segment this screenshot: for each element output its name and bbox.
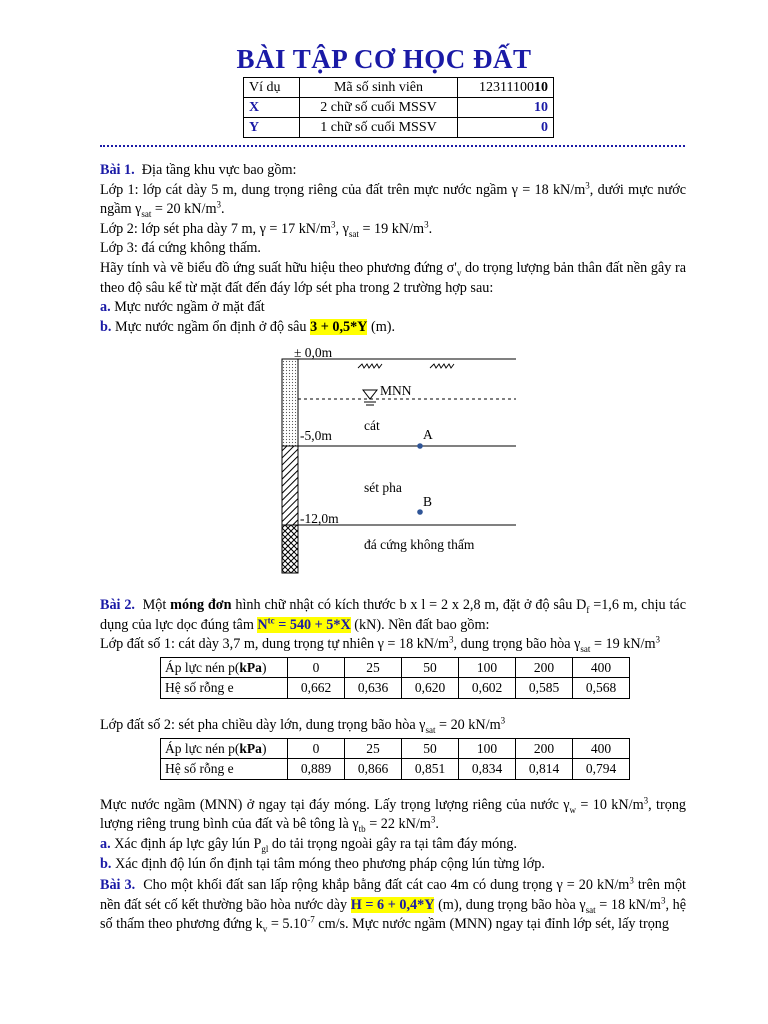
superscript: 3 xyxy=(655,634,661,645)
table-cell: 0,662 xyxy=(288,678,345,699)
thickness-highlight: H = 6 + 0,4*Y xyxy=(350,896,435,913)
question-b-text: Xác định độ lún ổn định tại tâm móng theo phương pháp cộng lún từng lớp. xyxy=(111,855,545,872)
table-cell: 400 xyxy=(573,738,630,759)
layer-2-text-c: = 19 kN/m xyxy=(358,220,425,237)
period: . xyxy=(435,816,439,833)
table-row xyxy=(244,98,554,118)
superscript: -7 xyxy=(307,914,315,925)
table-cell: 0,834 xyxy=(459,759,516,780)
sand-column xyxy=(282,359,298,446)
table-cell: 0,851 xyxy=(402,759,459,780)
load-symbol: N xyxy=(257,616,268,633)
table-row xyxy=(161,657,630,678)
exercise-3-text-g: cm/s. Mực nước ngầm (MNN) ngay tại đỉnh lớp sét, lấy trọng xyxy=(314,916,669,933)
question-a-text: Xác định áp lực gây lún P xyxy=(110,835,262,852)
rock-label: đá cứng không thấm xyxy=(364,537,475,552)
case-a-text: Mực nước ngầm ở mặt đất xyxy=(110,299,265,316)
table-cell: 25 xyxy=(345,657,402,678)
table-row xyxy=(244,118,554,138)
table-cell: 0,585 xyxy=(516,678,573,699)
rock-column xyxy=(282,525,298,573)
example-cell: Ví dụ xyxy=(244,78,300,98)
point-a-label: A xyxy=(423,427,433,442)
load-formula: = 540 + 5*X xyxy=(274,616,351,633)
superscript: 3 xyxy=(449,634,454,645)
soil-profile-diagram xyxy=(270,342,520,576)
layer-1-text-b: , dưới mực nước ngầm γ xyxy=(100,181,686,218)
sand-label: cát xyxy=(364,418,380,433)
subscript: gl xyxy=(261,843,269,854)
student-id-label: Mã số sinh viên xyxy=(300,78,458,98)
subscript: sat xyxy=(580,644,591,655)
table-cell: 0,794 xyxy=(573,759,630,780)
exercise-1-text xyxy=(100,161,686,337)
subscript: sat xyxy=(425,724,436,735)
subscript: w xyxy=(569,804,576,815)
exercise-2-text xyxy=(100,596,686,874)
depth-zero-label: ± 0,0m xyxy=(294,345,333,360)
case-b-unit: (m). xyxy=(367,318,396,335)
water-table-symbol xyxy=(363,390,377,399)
point-b-marker xyxy=(417,509,423,515)
x-value: 10 xyxy=(458,98,554,118)
exercise-3-label: Bài 3. xyxy=(100,877,136,893)
table-cell: 0,866 xyxy=(345,759,402,780)
case-b-text: Mực nước ngầm ổn định ở độ sâu xyxy=(111,318,311,335)
superscript: 3 xyxy=(216,199,221,210)
depth-5-label: -5,0m xyxy=(300,428,332,443)
soil-layer-1-text-b: , dung trọng bão hòa γ xyxy=(453,636,581,653)
table-cell: 100 xyxy=(459,657,516,678)
question-a-label: a. xyxy=(100,835,111,852)
y-description: 1 chữ số cuối MSSV xyxy=(300,118,458,138)
subscript: v xyxy=(262,924,268,935)
table-cell: 400 xyxy=(573,657,630,678)
grass-symbol xyxy=(430,364,454,368)
table-cell: 0,814 xyxy=(516,759,573,780)
pressure-header xyxy=(161,657,288,678)
y-label: Y xyxy=(244,118,300,138)
exercise-3-text-c: (m), dung trọng bão hòa γ xyxy=(434,896,586,913)
layer-1-text: Lớp 1: lớp cát dày 5 m, dung trọng riêng của đất trên mực nước ngầm γ = 18 kN/m xyxy=(100,181,586,198)
exercise-2-text-e: (kN). Nền đất bao gồm: xyxy=(350,616,490,633)
header-text-end: ) xyxy=(261,740,267,756)
question-b-label: b. xyxy=(100,855,112,872)
subscript: v xyxy=(456,267,462,278)
soil-layer-1-text-c: = 19 kN/m xyxy=(590,636,656,653)
task-text: Hãy tính và vẽ biểu đồ ứng suất hữu hiệu theo phương đứng σ' xyxy=(100,259,457,276)
exercise-2-text-c: hình chữ nhật có kích thước b x l = 2 x 2,8 m, đặt ở độ sâu D xyxy=(231,597,587,613)
grass-symbol xyxy=(358,364,382,368)
soil-layer-1-text: Lớp đất số 1: cát dày 3,7 m, dung trọng tự nhiên γ = 18 kN/m xyxy=(100,636,450,653)
table-cell: 0,889 xyxy=(288,759,345,780)
table-row xyxy=(161,738,630,759)
question-a-text-b: do tải trọng ngoài gây ra tại tâm đáy móng. xyxy=(268,835,517,852)
soil-layer-2-text: Lớp đất số 2: sét pha chiều dày lớn, dung trọng bão hòa γ xyxy=(100,716,426,733)
superscript: 3 xyxy=(500,715,506,726)
table-cell: 0 xyxy=(288,738,345,759)
superscript: 3 xyxy=(430,814,436,825)
table-cell: 100 xyxy=(459,738,516,759)
student-id-suffix: 10 xyxy=(534,79,548,95)
superscript: 3 xyxy=(643,795,649,806)
table-row xyxy=(161,678,630,699)
x-description: 2 chữ số cuối MSSV xyxy=(300,98,458,118)
subscript: f xyxy=(586,604,590,615)
table-cell: 200 xyxy=(516,657,573,678)
table-cell: 0,620 xyxy=(402,678,459,699)
pressure-header xyxy=(161,738,288,759)
exercise-2-label: Bài 2. xyxy=(100,597,135,613)
point-a-marker xyxy=(417,443,423,449)
subscript: sat xyxy=(348,228,359,239)
subscript: sat xyxy=(141,209,152,220)
student-info-table xyxy=(243,77,554,138)
soil-layer-2-text-b: = 20 kN/m xyxy=(435,716,501,733)
period: . xyxy=(221,201,225,218)
compression-table-1 xyxy=(160,657,630,699)
exercise-1-label: Bài 1. xyxy=(100,162,135,178)
clay-column xyxy=(282,446,298,525)
superscript: 3 xyxy=(629,875,634,886)
case-b-highlight: 3 + 0,5*Y xyxy=(310,318,368,335)
subscript: tb xyxy=(358,824,366,835)
period: . xyxy=(428,220,433,237)
load-highlight xyxy=(257,614,351,633)
x-label: X xyxy=(244,98,300,118)
point-b-label: B xyxy=(423,494,433,509)
water-text-c: , trọng lượng riêng trung bình của đất và bê tông là γ xyxy=(100,796,687,833)
header-text: Áp lực nén p( xyxy=(165,740,240,756)
case-b-label: b. xyxy=(100,318,112,335)
exercise-2-text-a: Một xyxy=(142,597,171,613)
exercise-3-text-a: Cho một khối đất san lấp rộng khắp bằng đất cát cao 4m có dung trọng γ = 20 kN/m xyxy=(143,877,630,893)
layer-1-text-c: = 20 kN/m xyxy=(151,201,217,218)
compression-table-2 xyxy=(160,738,630,780)
table-cell: 0,568 xyxy=(573,678,630,699)
water-text: Mực nước ngầm (MNN) ở ngay tại đáy móng. Lấy trọng lượng riêng của nước γ xyxy=(100,796,570,813)
student-id-value xyxy=(458,78,554,98)
task-text-b: do trọng lượng bản thân đất nền gây ra theo độ sâu kể từ mặt đất đến đáy lớp sét pha trong 2 trường hợp sau: xyxy=(100,259,686,296)
table-cell: 50 xyxy=(402,738,459,759)
exercise-1-intro: Địa tầng khu vực bao gồm: xyxy=(141,162,297,178)
void-ratio-header: Hệ số rỗng e xyxy=(161,678,288,699)
table-row xyxy=(161,759,630,780)
page-title: BÀI TẬP CƠ HỌC ĐẤT xyxy=(236,44,532,74)
table-cell: 25 xyxy=(345,738,402,759)
header-text: Áp lực nén p( xyxy=(165,659,240,675)
superscript: 3 xyxy=(585,179,590,190)
exercise-3-text xyxy=(100,876,686,935)
depth-12-label: -12,0m xyxy=(300,511,339,526)
exercise-3-text-e: , hệ số thấm theo phương đứng k xyxy=(100,896,686,933)
table-cell: 50 xyxy=(402,657,459,678)
table-cell: 0,602 xyxy=(459,678,516,699)
exercise-3-text-d: = 18 kN/m xyxy=(595,896,661,913)
exercise-3-text-b: trên một nền đất sét cố kết thường bão hòa nước dày xyxy=(100,877,687,913)
table-cell: 0 xyxy=(288,657,345,678)
void-ratio-header: Hệ số rỗng e xyxy=(161,759,288,780)
superscript: 3 xyxy=(331,219,336,230)
superscript: tc xyxy=(267,614,275,625)
water-text-b: = 10 kN/m xyxy=(576,796,644,813)
mnn-label: MNN xyxy=(380,383,412,398)
clay-label: sét pha xyxy=(364,480,402,495)
superscript: 3 xyxy=(660,894,666,905)
table-cell: 200 xyxy=(516,738,573,759)
dotted-divider xyxy=(100,145,685,147)
header-unit: kPa xyxy=(239,740,262,756)
layer-2-text: Lớp 2: lớp sét pha dày 7 m, γ = 17 kN/m xyxy=(100,220,332,237)
subscript: sat xyxy=(585,904,596,915)
water-text-d: = 22 kN/m xyxy=(365,816,431,833)
layer-3-text: Lớp 3: đá cứng không thấm. xyxy=(100,240,261,257)
exercise-3-text-f: = 5.10 xyxy=(267,916,308,933)
table-cell: 0,636 xyxy=(345,678,402,699)
case-a-label: a. xyxy=(100,299,111,316)
table-row xyxy=(244,78,554,98)
exercise-2-text-d: =1,6 m, chịu tác dụng của lực dọc đúng tâm xyxy=(100,597,687,633)
layer-2-text-b: , γ xyxy=(335,220,349,237)
student-id-prefix: 12311100 xyxy=(479,79,534,95)
superscript: 3 xyxy=(424,219,429,230)
foundation-type: móng đơn xyxy=(170,597,232,613)
header-text-end: ) xyxy=(261,659,267,675)
y-value: 0 xyxy=(458,118,554,138)
header-unit: kPa xyxy=(239,659,262,675)
